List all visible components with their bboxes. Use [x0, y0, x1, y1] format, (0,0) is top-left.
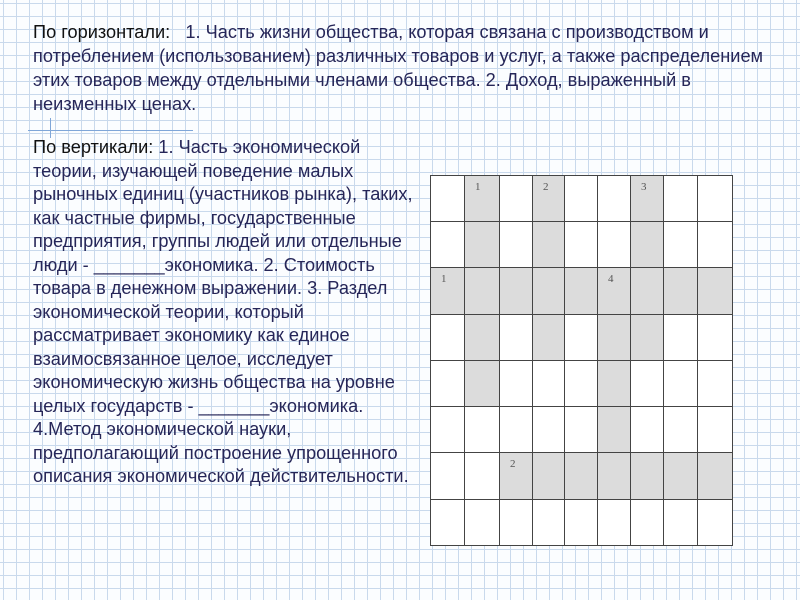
clue-number: 3 [641, 181, 647, 193]
crossword-cell-letter[interactable] [664, 453, 698, 500]
crossword-cell-empty [631, 407, 664, 453]
clue-number: 2 [510, 458, 516, 470]
crossword-cell-empty [664, 407, 698, 453]
crossword-cell-letter[interactable] [533, 268, 565, 315]
crossword-cell-empty [664, 500, 698, 546]
crossword-cell-letter[interactable] [598, 315, 631, 361]
crossword-row [431, 222, 733, 268]
crossword-cell-empty [565, 222, 598, 268]
crossword-cell-letter[interactable] [565, 268, 598, 315]
crossword-cell-empty [465, 407, 500, 453]
crossword-cell-empty [500, 315, 533, 361]
crossword-cell-empty [631, 500, 664, 546]
crossword-cell-empty [500, 361, 533, 407]
crossword-row [431, 500, 733, 546]
crossword-cell-empty [465, 500, 500, 546]
crossword-cell-empty [500, 176, 533, 222]
crossword-cell-empty [533, 500, 565, 546]
horizontal-clues-text: 1. Часть жизни общества, которая связана с производством и потреблением (использованием) различных товаров и услуг, а также распределением этих товаров между отдельными членами общества. 2. Доход, выраженный в неизменных ценах. [33, 22, 764, 114]
crossword-cell-letter[interactable] [533, 315, 565, 361]
crossword-cell-empty [565, 176, 598, 222]
crossword-cell-letter[interactable] [631, 222, 664, 268]
crossword-cell-empty [500, 222, 533, 268]
crossword-row [431, 176, 733, 222]
crossword-cell-empty [565, 361, 598, 407]
clue-number: 2 [543, 181, 549, 193]
horizontal-label: По горизонтали: [33, 22, 171, 42]
crossword-cell-letter[interactable] [465, 268, 500, 315]
crossword-cell-letter[interactable] [631, 315, 664, 361]
crossword-cell-empty [500, 500, 533, 546]
crossword-cell-empty [698, 176, 733, 222]
crossword-cell-empty [431, 361, 465, 407]
crossword-cell-empty [565, 500, 598, 546]
crossword-cell-empty [465, 453, 500, 500]
crossword-cell-letter[interactable] [664, 268, 698, 315]
crossword-cell-empty [598, 222, 631, 268]
crossword-cell-letter[interactable] [465, 361, 500, 407]
crossword-cell-empty [698, 500, 733, 546]
crossword-cell-letter[interactable] [465, 315, 500, 361]
crossword-cell-letter[interactable] [598, 268, 631, 315]
crossword-row [431, 361, 733, 407]
crossword-cell-empty [500, 407, 533, 453]
crossword-cell-letter[interactable] [698, 453, 733, 500]
crossword-row [431, 453, 733, 500]
crossword-row [431, 407, 733, 453]
crossword-cell-empty [598, 500, 631, 546]
clue-number: 1 [475, 181, 481, 193]
vertical-clues-text: 1. Часть экономической теории, изучающей поведение малых рыночных единиц (участников рынка), таких, как частные фирмы, государственные предприятия, группы людей или отдельные люди - _______экономика. 2. Стоимость товара в денежном выражении. 3. Раздел экономической теории, который рассматривает экономику как единое взаимосвязанное целое, исследует экономическую жизнь общества на уровне целых государств - _______экономика. 4.Метод экономической науки, предполагающий построение упрощенного описания экономической действительности. [33, 137, 413, 486]
crossword-cell-letter[interactable] [533, 222, 565, 268]
crossword-cell-letter[interactable] [631, 268, 664, 315]
crossword-cell-empty [431, 315, 465, 361]
crossword-cell-letter[interactable] [631, 176, 664, 222]
crossword-cell-empty [664, 315, 698, 361]
vertical-clues [33, 136, 413, 489]
crossword-cell-letter[interactable] [598, 407, 631, 453]
notebook-margin-line [0, 130, 800, 131]
crossword-cell-letter[interactable] [598, 361, 631, 407]
crossword-cell-empty [698, 407, 733, 453]
crossword-cell-letter[interactable] [565, 453, 598, 500]
clue-number: 4 [608, 273, 614, 285]
crossword-cell-letter[interactable] [465, 222, 500, 268]
crossword-cell-letter[interactable] [500, 268, 533, 315]
crossword-cell-empty [431, 222, 465, 268]
horizontal-clues [33, 20, 773, 116]
crossword-cell-letter[interactable] [631, 453, 664, 500]
clue-number: 1 [441, 273, 447, 285]
crossword-cell-letter[interactable] [698, 268, 733, 315]
crossword-cell-empty [631, 361, 664, 407]
notebook-margin-mark [50, 118, 51, 138]
crossword-cell-empty [664, 361, 698, 407]
crossword-row [431, 268, 733, 315]
crossword-cell-empty [698, 222, 733, 268]
crossword-cell-empty [698, 361, 733, 407]
crossword-cell-letter[interactable] [465, 176, 500, 222]
crossword-cell-letter[interactable] [500, 453, 533, 500]
crossword-row [431, 315, 733, 361]
crossword-cell-letter[interactable] [533, 453, 565, 500]
crossword-cell-empty [431, 176, 465, 222]
crossword-cell-empty [431, 453, 465, 500]
crossword-cell-empty [533, 407, 565, 453]
crossword-cell-letter[interactable] [598, 453, 631, 500]
crossword-cell-empty [431, 407, 465, 453]
crossword-cell-empty [431, 500, 465, 546]
crossword-cell-empty [565, 407, 598, 453]
crossword-cell-letter[interactable] [431, 268, 465, 315]
vertical-label: По вертикали: [33, 137, 154, 157]
crossword-cell-empty [664, 176, 698, 222]
crossword-cell-empty [533, 361, 565, 407]
crossword-grid [430, 175, 733, 546]
crossword-cell-letter[interactable] [533, 176, 565, 222]
crossword-cell-empty [598, 176, 631, 222]
crossword-cell-empty [698, 315, 733, 361]
crossword-cell-empty [664, 222, 698, 268]
crossword-cell-empty [565, 315, 598, 361]
